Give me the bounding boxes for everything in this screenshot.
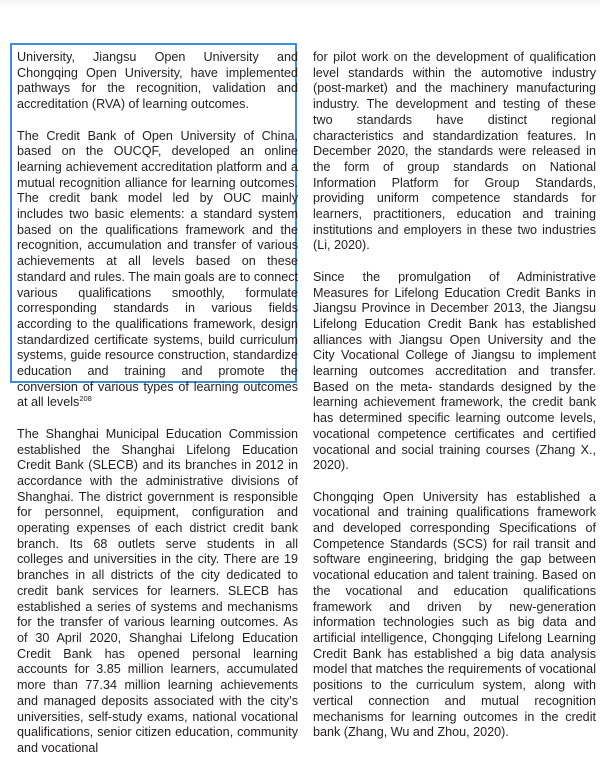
text-line: the qualifications framework and the recognition, bbox=[17, 222, 298, 253]
text-line: and universities in the city. There are 19 branches bbox=[17, 552, 298, 583]
text-line: achievement accreditation platform and a mutual bbox=[17, 159, 298, 190]
text-line: two basic elements: a standard system based on bbox=[17, 207, 299, 237]
text-line: series of systems and mechanisms for the transfer bbox=[17, 599, 298, 630]
text-line: the recognition, validation and accreditation (RVA) of bbox=[17, 81, 298, 112]
text-line: (post-market) and the machinery manufacturing bbox=[313, 81, 596, 96]
paragraph-gap bbox=[313, 474, 596, 490]
text-line: training courses (Zhang X., 2020). bbox=[313, 442, 597, 473]
text-line: citizen education, community and vocational bbox=[17, 725, 298, 755]
top-edge-shadow bbox=[0, 0, 600, 8]
text-line: artificial intelligence, Chongqing Lifelong Learning bbox=[313, 630, 596, 645]
text-line: mechanisms for learning outcomes in the credit bbox=[313, 709, 596, 724]
text-line: vocational and training qualifications framework bbox=[313, 505, 596, 520]
text-line: training institutions and employers in these two bbox=[313, 207, 596, 237]
text-line: the standards were released in the form of group bbox=[313, 144, 597, 174]
text-line: standards designed by the learning achievement bbox=[313, 379, 596, 410]
paragraph-gap bbox=[313, 254, 596, 270]
text-line: operating expenses of each district credit bank bbox=[17, 521, 298, 536]
text-line: The Shanghai Municipal Education Commission bbox=[17, 426, 298, 441]
text-line: University, Jiangsu Open University and Chongqing bbox=[17, 50, 298, 80]
text-line: software engineering, bridging the gap between bbox=[313, 552, 596, 567]
text-line: accreditation and transfer. Based on the meta- bbox=[313, 364, 596, 394]
text-line: exams, national vocational qualifications, senior bbox=[17, 709, 298, 740]
text-line: credit bank model led by OUC mainly includes bbox=[17, 191, 298, 222]
paragraph-uk-pathways bbox=[17, 50, 298, 113]
text-line: in various fields according to the qualifications bbox=[17, 301, 298, 331]
text-line: College of Jiangsu to implement learning outcomes bbox=[313, 348, 596, 379]
text-line: and developed corresponding Specifications of bbox=[313, 521, 596, 536]
text-line: The Credit Bank of Open University of China, bbox=[17, 128, 298, 143]
text-line: vocational education and talent training. Based bbox=[313, 568, 578, 583]
paragraph-jiangsu-credit-bank bbox=[313, 270, 596, 474]
text-line: framework and driven by new-generation bbox=[313, 599, 596, 614]
text-line: promote the conversion of various types of learning bbox=[17, 364, 298, 394]
text-line: information technologies such as big data and bbox=[313, 615, 596, 630]
text-line: Competence Standards (SCS) for rail transit and bbox=[313, 536, 596, 551]
text-line: based on the OUCQF, developed an online learning bbox=[17, 144, 298, 174]
text-line: Chongqing Open University has established a bbox=[313, 489, 596, 504]
text-line: Open University, have implemented pathways for bbox=[17, 65, 299, 96]
text-line: framework, the credit bank has determined specific bbox=[313, 395, 597, 426]
text-line: Group Standards, providing uniform competence bbox=[313, 175, 596, 206]
paragraph-gap bbox=[17, 113, 298, 129]
text-line: two standards have distinct regional characteristics bbox=[313, 112, 596, 143]
text-line: established the Shanghai Lifelong Education bbox=[17, 442, 298, 457]
text-line: learning outcomes. bbox=[142, 97, 249, 112]
text-line: Shanghai Lifelong Education Credit Bank has bbox=[17, 630, 298, 661]
text-line: in all districts of the city dedicated to credit bank bbox=[17, 568, 298, 598]
text-line: associated with the city’s universities, self-study bbox=[17, 693, 298, 724]
text-line: Credit Bank has established a big data analysis bbox=[313, 646, 596, 661]
text-line: on the vocational and education qualifications bbox=[313, 568, 597, 598]
text-line: outcomes at all levels bbox=[17, 379, 298, 410]
text-line: Credit Bank (SLECB) and its branches in 2012 in bbox=[17, 458, 298, 473]
text-line: recognition alliance for learning outcomes. The bbox=[17, 175, 299, 206]
text-line: Education Credit Bank has established alliances with bbox=[313, 316, 597, 347]
text-line: model that matches the requirements of vocational bbox=[313, 662, 596, 677]
text-line: branch. Its 68 outlets serve students in all colleges bbox=[17, 536, 298, 567]
text-line: for pilot work on the development of qualification bbox=[313, 50, 596, 64]
text-line: Province in December 2013, the Jiangsu Lifelong bbox=[313, 301, 596, 331]
text-line: accumulation and transfer of various achievements bbox=[17, 238, 298, 269]
text-line: positions to the curriculum system, along with bbox=[313, 678, 596, 693]
text-line: industry. The development and testing of these bbox=[313, 97, 596, 112]
text-line: level standards within the automotive industry bbox=[313, 65, 596, 80]
text-line: learners, accumulated more than 77.34 million bbox=[17, 662, 299, 693]
paragraph-shanghai-credit-bank bbox=[17, 427, 298, 757]
text-line: learning outcome levels, vocational competence bbox=[313, 411, 596, 441]
text-line: certificates and certified vocational and social bbox=[313, 426, 596, 457]
text-line: vertical connection and mutual recognition bbox=[313, 693, 596, 708]
left-column bbox=[17, 50, 298, 757]
footnote-marker: 208 bbox=[79, 394, 92, 404]
right-column bbox=[313, 50, 596, 741]
text-line: of various learning outcomes. As of 30 April 2020, bbox=[17, 615, 298, 645]
text-line: standards on National Information Platform for bbox=[313, 159, 596, 190]
text-line: at all levels based on these standard and rules. The bbox=[17, 254, 298, 284]
text-line: bank (Zhang, Wu and Zhou, 2020). bbox=[313, 725, 509, 740]
text-line: industries (Li, 2020). bbox=[313, 222, 596, 253]
text-line: services for learners. SLECB has established a bbox=[17, 583, 299, 614]
text-line: smoothly, formulate corresponding standards bbox=[17, 285, 299, 316]
text-line: Shanghai. The district government is responsible bbox=[17, 489, 298, 504]
text-line: framework, design standardized certificate bbox=[17, 316, 299, 347]
text-line: for Lifelong Education Credit Banks in Jiangsu bbox=[313, 285, 597, 316]
text-line: opened personal learning accounts for 3.85 million bbox=[17, 646, 298, 677]
paragraph-ouc-credit-bank bbox=[17, 129, 298, 412]
paragraph-gap bbox=[17, 411, 298, 427]
text-line: learning achievements and managed deposits bbox=[17, 678, 299, 708]
text-line: standards for learners, practitioners, education and bbox=[313, 191, 596, 222]
text-line: accordance with the administrative divisions of bbox=[17, 473, 298, 488]
text-line: and standardization features. In December 2020, bbox=[313, 128, 597, 159]
paragraph-pilot-standards bbox=[313, 50, 596, 254]
text-line: for personnel, equipment, configuration and bbox=[17, 505, 298, 520]
text-line: Since the promulgation of Administrative Measures bbox=[313, 269, 596, 300]
paragraph-chongqing-open-university bbox=[313, 490, 596, 741]
text-line: main goals are to connect various qualifications bbox=[17, 269, 299, 300]
text-line: construction, standardize education and training and bbox=[17, 348, 298, 379]
text-line: systems, build curriculum systems, guide resource bbox=[17, 332, 298, 363]
text-line: Jiangsu Open University and the City Vocational bbox=[313, 332, 597, 363]
